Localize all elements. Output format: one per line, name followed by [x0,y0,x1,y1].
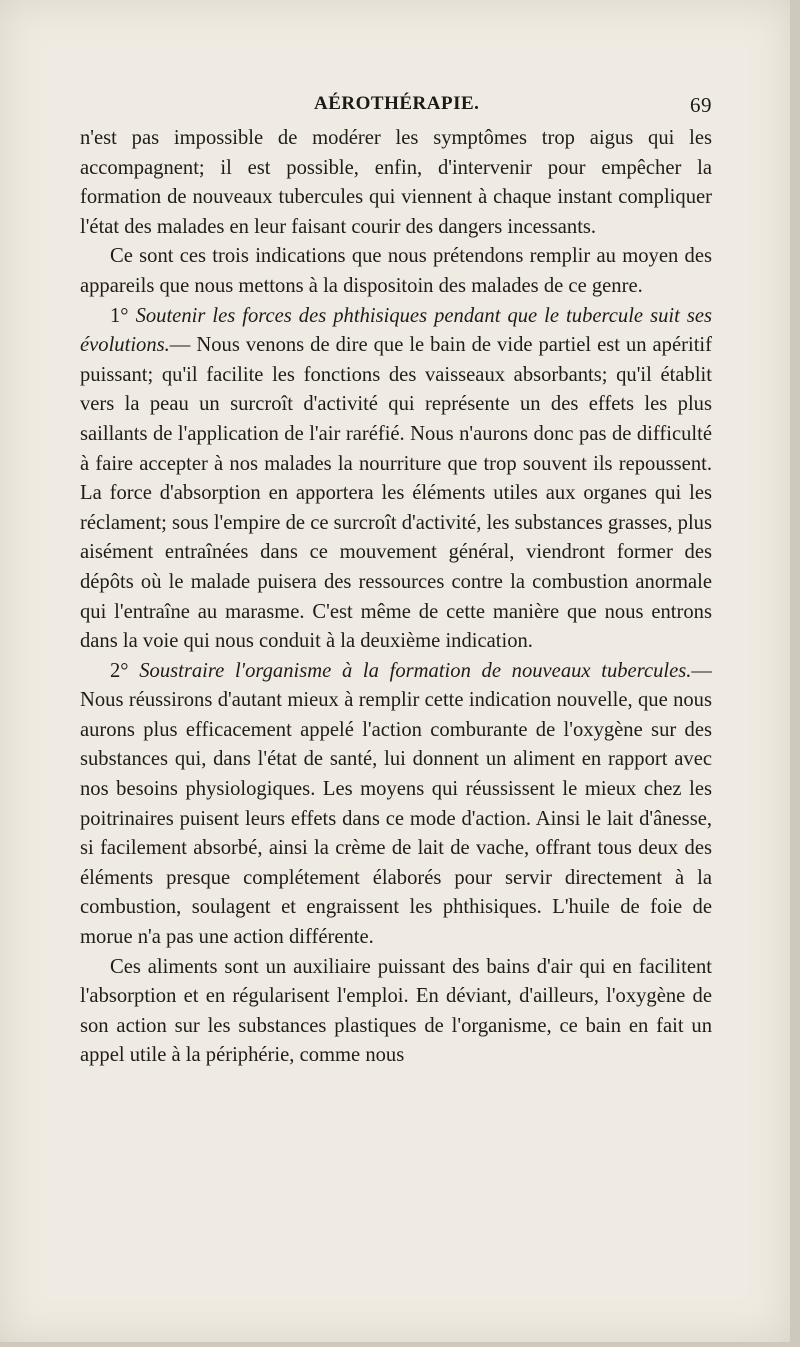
paragraph-first-indication [80,302,712,657]
section-text: — Nous venons de dire que le bain de vide partiel est un apéritif puissant; qu'il facilite les fonctions des vaisseaux absorbants; qu'il établit vers la peau un surcroît d'activité qui représente un des effets les plus saillants de l'application de l'air raréfié. Nous n'aurons donc pas de difficulté à faire accepter à nos malades la nourriture que trop souvent ils repoussent. La force d'absorption en apportera les éléments utiles aux organes qui les réclament; sous l'empire de ce surcroît d'activité, les substances grasses, plus aisément entraînées dans ce mouvement général, viendront former des dépôts où le malade puisera des ressources contre la combustion anormale qui l'entraîne au marasme. C'est même de cette manière que nous entrons dans la voie qui nous conduit à la deuxième indication. [80,334,712,653]
paragraph-continuation: n'est pas impossible de modérer les symptômes trop aigus qui les accompagnent; il est possible, enfin, d'intervenir pour empêcher la formation de nouveaux tubercules qui viennent à chaque instant compliquer l'état des malades en leur faisant courir des dangers incessants. [80,127,712,238]
paragraph-aliments: Ces aliments sont un auxiliaire puissant des bains d'air qui en facilitent l'absorption et en régularisent l'emploi. En déviant, d'ailleurs, l'oxygène de son action sur les substances plastiques de l'organisme, ce bain en fait un appel utile à la périphérie, comme nous [80,955,712,1067]
body-text [80,124,712,1071]
section-heading: Soustraire l'organisme à la formation de nouveaux tubercules. [139,659,692,682]
section-text: — Nous réussirons d'autant mieux à remplir cette indication nouvelle, que nous aurons plus efficacement appelé l'action comburante de l'oxygène sur des substances qui, dans l'état de santé, lui donnent un aliment en rapport avec nos besoins physiologiques. Les moyens qui réussissent le mieux chez les poitrinaires puisent leurs effets dans ce mode d'action. Ainsi le lait d'ânesse, si facilement absorbé, ainsi la crème de lait de vache, offrant tous deux des éléments presque complétement élaborés pour servir directement à la combustion, soulagent et engraissent les phthisiques. L'huile de foie de morue n'a pas une action différente. [80,659,712,949]
page-number: 69 [690,93,712,117]
paragraph-second-indication [80,657,712,953]
section-heading: Soutenir les forces des phthisiques pendant que le tubercule suit ses évolutions. [80,304,712,357]
page-header [84,93,712,117]
paragraph-three-indications: Ce sont ces trois indications que nous prétendons remplir au moyen des appareils que nous mettons à la dispositoin des malades de ce genre. [80,245,712,297]
section-number: 2° [110,659,129,682]
running-title: AÉROTHÉRAPIE. [314,93,480,114]
section-number: 1° [110,304,129,327]
